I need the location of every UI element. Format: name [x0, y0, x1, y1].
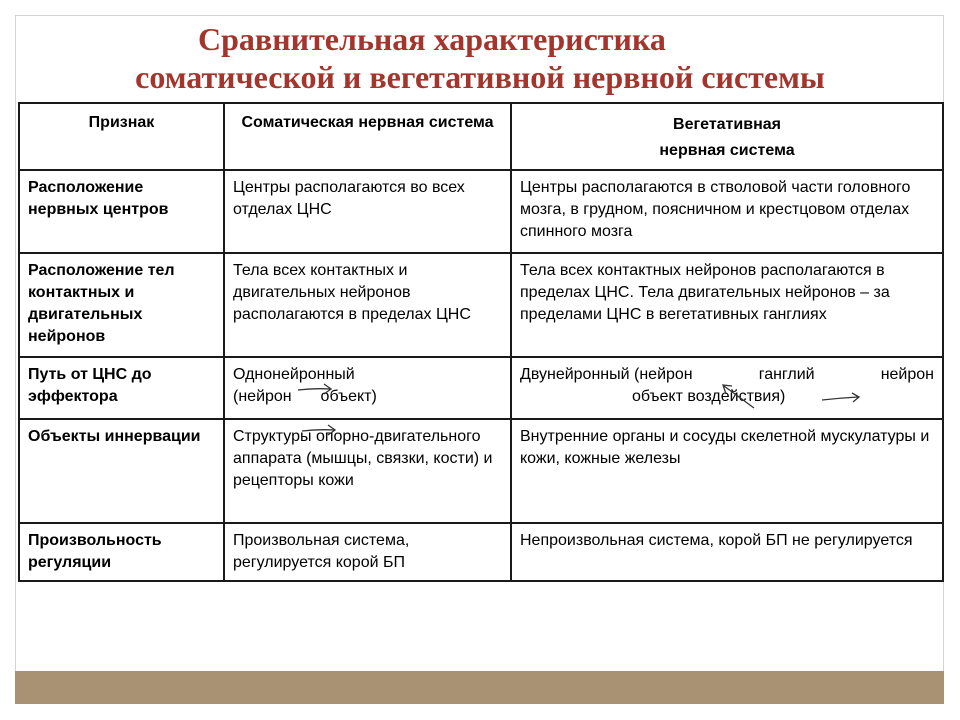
somatic-cell: Структуры опорно-двигательного аппарата (мышцы, связки, кости) и рецепторы кожи [224, 419, 511, 523]
header-row [19, 103, 943, 170]
feature-cell: Путь от ЦНС до эффектора [19, 357, 224, 419]
path-word: объект) [320, 388, 377, 405]
bottom-bar [15, 671, 944, 704]
table-row [19, 419, 943, 523]
autonomic-cell: Непроизвольная система, корой БП не регулируется [511, 523, 943, 581]
table-row [19, 253, 943, 357]
path-word: нейрон [880, 366, 934, 383]
feature-cell: Расположение тел контактных и двигательных нейронов [19, 253, 224, 357]
arrow-icon [820, 392, 862, 406]
somatic-cell [224, 357, 511, 419]
autonomic-cell: Центры располагаются в стволовой части головного мозга, в грудном, поясничном и крестцовом отделах спинного мозга [511, 170, 943, 253]
table-row [19, 357, 943, 419]
somatic-path-line-1: Однонейронный [233, 366, 355, 383]
path-word: Двунейронный (нейрон [520, 366, 693, 383]
arrow-icon [718, 382, 756, 412]
somatic-cell: Тела всех контактных и двигательных нейронов располагаются в пределах ЦНС [224, 253, 511, 357]
somatic-path-line-2 [233, 386, 502, 408]
autonomic-cell: Тела всех контактных нейронов располагаются в пределах ЦНС. Тела двигательных нейронов – за пределами ЦНС в вегетативных ганглиях [511, 253, 943, 357]
comparison-table [18, 102, 944, 582]
autonomic-path-line-2: объект воздействия) [632, 388, 786, 405]
autonomic-cell: Внутренние органы и сосуды скелетной мускулатуры и кожи, кожные железы [511, 419, 943, 523]
path-word: ганглий [758, 366, 815, 383]
feature-cell: Объекты иннервации [19, 419, 224, 523]
feature-cell: Произвольность регуляции [19, 523, 224, 581]
table-row [19, 523, 943, 581]
title-line-2: соматической и вегетативной нервной системы [135, 59, 825, 95]
path-word: (нейрон [233, 388, 292, 405]
somatic-cell: Центры располагаются во всех отделах ЦНС [224, 170, 511, 253]
arrow-icon [296, 382, 336, 396]
header-somatic: Соматическая нервная система [224, 103, 511, 170]
feature-cell: Расположение нервных центров [19, 170, 224, 253]
slide-title [60, 20, 900, 96]
table-row [19, 170, 943, 253]
somatic-cell: Произвольная система, регулируется корой БП [224, 523, 511, 581]
header-autonomic: Вегетативная нервная система [511, 103, 943, 170]
title-line-1: Сравнительная характеристика [198, 21, 666, 57]
arrow-icon [300, 424, 340, 438]
header-feature: Признак [19, 103, 224, 170]
